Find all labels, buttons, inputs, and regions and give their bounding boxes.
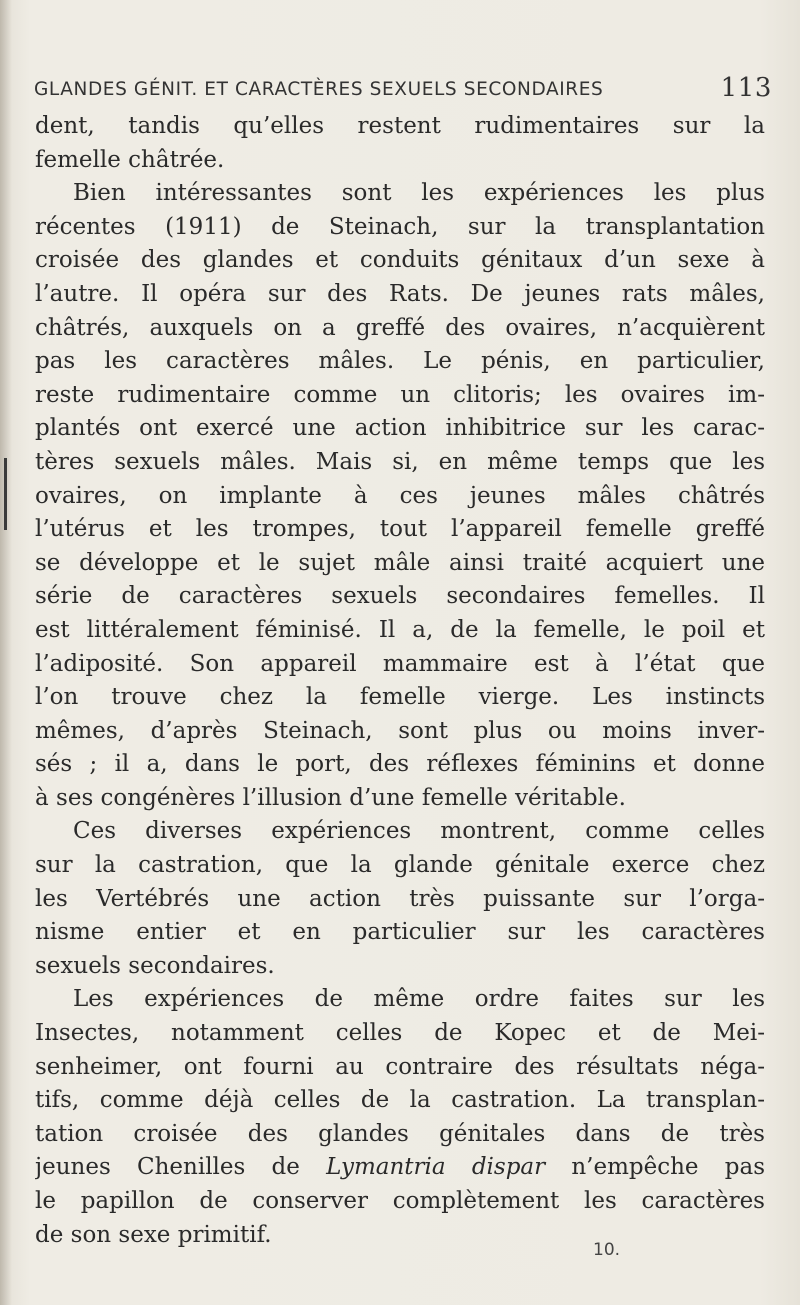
text-line: nisme entier et en particulier sur les caractères <box>35 919 765 946</box>
text-line: Bien intéressantes sont les expériences les plus <box>73 180 765 207</box>
text-line: femelle châtrée. <box>35 146 225 173</box>
text-line: mêmes, d’après Steinach, sont plus ou moins inver- <box>35 717 765 744</box>
text-line: tation croisée des glandes génitales dans de très <box>35 1120 765 1147</box>
text-line: l’utérus et les trompes, tout l’appareil femelle greffé <box>35 516 765 543</box>
gutter-shadow <box>0 0 12 1305</box>
text-line: reste rudimentaire comme un clitoris; les ovaires im- <box>35 381 765 408</box>
text-line: sexuels secondaires. <box>35 952 275 979</box>
text-line: plantés ont exercé une action inhibitrice sur les carac- <box>35 415 765 442</box>
running-title: GLANDES GÉNIT. ET CARACTÈRES SEXUELS SECONDAIRES <box>34 79 604 100</box>
text-segment: jeunes Chenilles de <box>35 1154 327 1181</box>
text-line: l’adiposité. Son appareil mammaire est à l’état que <box>35 650 765 677</box>
running-head <box>34 73 772 105</box>
text-line: de son sexe primitif. <box>35 1221 272 1248</box>
text-line: tifs, comme déjà celles de la castration. La transplan- <box>35 1087 765 1114</box>
page-number: 113 <box>720 73 772 103</box>
signature-mark: 10. <box>593 1240 621 1260</box>
text-line: ovaires, on implante à ces jeunes mâles châtrés <box>35 482 765 509</box>
text-line: croisée des glandes et conduits génitaux d’un sexe à <box>35 247 765 274</box>
text-line: dent, tandis qu’elles restent rudimentaires sur la <box>35 113 765 139</box>
text-line: se développe et le sujet mâle ainsi traité acquiert une <box>35 549 765 576</box>
text-line: sés ; il a, dans le port, des réflexes féminins et donne <box>35 751 765 778</box>
text-line: châtrés, auxquels on a greffé des ovaires, n’acquièrent <box>35 314 765 341</box>
text-line: Les expériences de même ordre faites sur les <box>73 986 765 1013</box>
text-line: pas les caractères mâles. Le pénis, en particulier, <box>35 348 765 375</box>
body-text <box>35 110 765 1252</box>
text-line: à ses congénères l’illusion d’une femelle véritable. <box>35 784 626 811</box>
species-name: Lymantria dispar <box>326 1154 546 1181</box>
text-line: sur la castration, que la glande génitale exerce chez <box>35 852 765 879</box>
text-line: est littéralement féminisé. Il a, de la femelle, le poil et <box>35 616 765 643</box>
text-line: l’on trouve chez la femelle vierge. Les instincts <box>35 684 765 711</box>
margin-mark <box>4 458 7 530</box>
text-line: le papillon de conserver complètement les caractères <box>35 1188 765 1214</box>
text-segment: n’empêche pas <box>545 1154 765 1181</box>
text-line: Insectes, notamment celles de Kopec et de Mei- <box>35 1020 765 1047</box>
text-line: tères sexuels mâles. Mais si, en même temps que les <box>35 448 765 475</box>
text-line: les Vertébrés une action très puissante sur l’orga- <box>35 885 765 912</box>
text-line: série de caractères sexuels secondaires femelles. Il <box>35 583 765 610</box>
text-line: senheimer, ont fourni au contraire des résultats néga- <box>35 1053 765 1080</box>
text-line: récentes (1911) de Steinach, sur la transplantation <box>35 213 765 240</box>
text-line <box>35 1151 765 1185</box>
text-line: Ces diverses expériences montrent, comme celles <box>73 818 765 845</box>
text-line: l’autre. Il opéra sur des Rats. De jeunes rats mâles, <box>35 280 765 307</box>
